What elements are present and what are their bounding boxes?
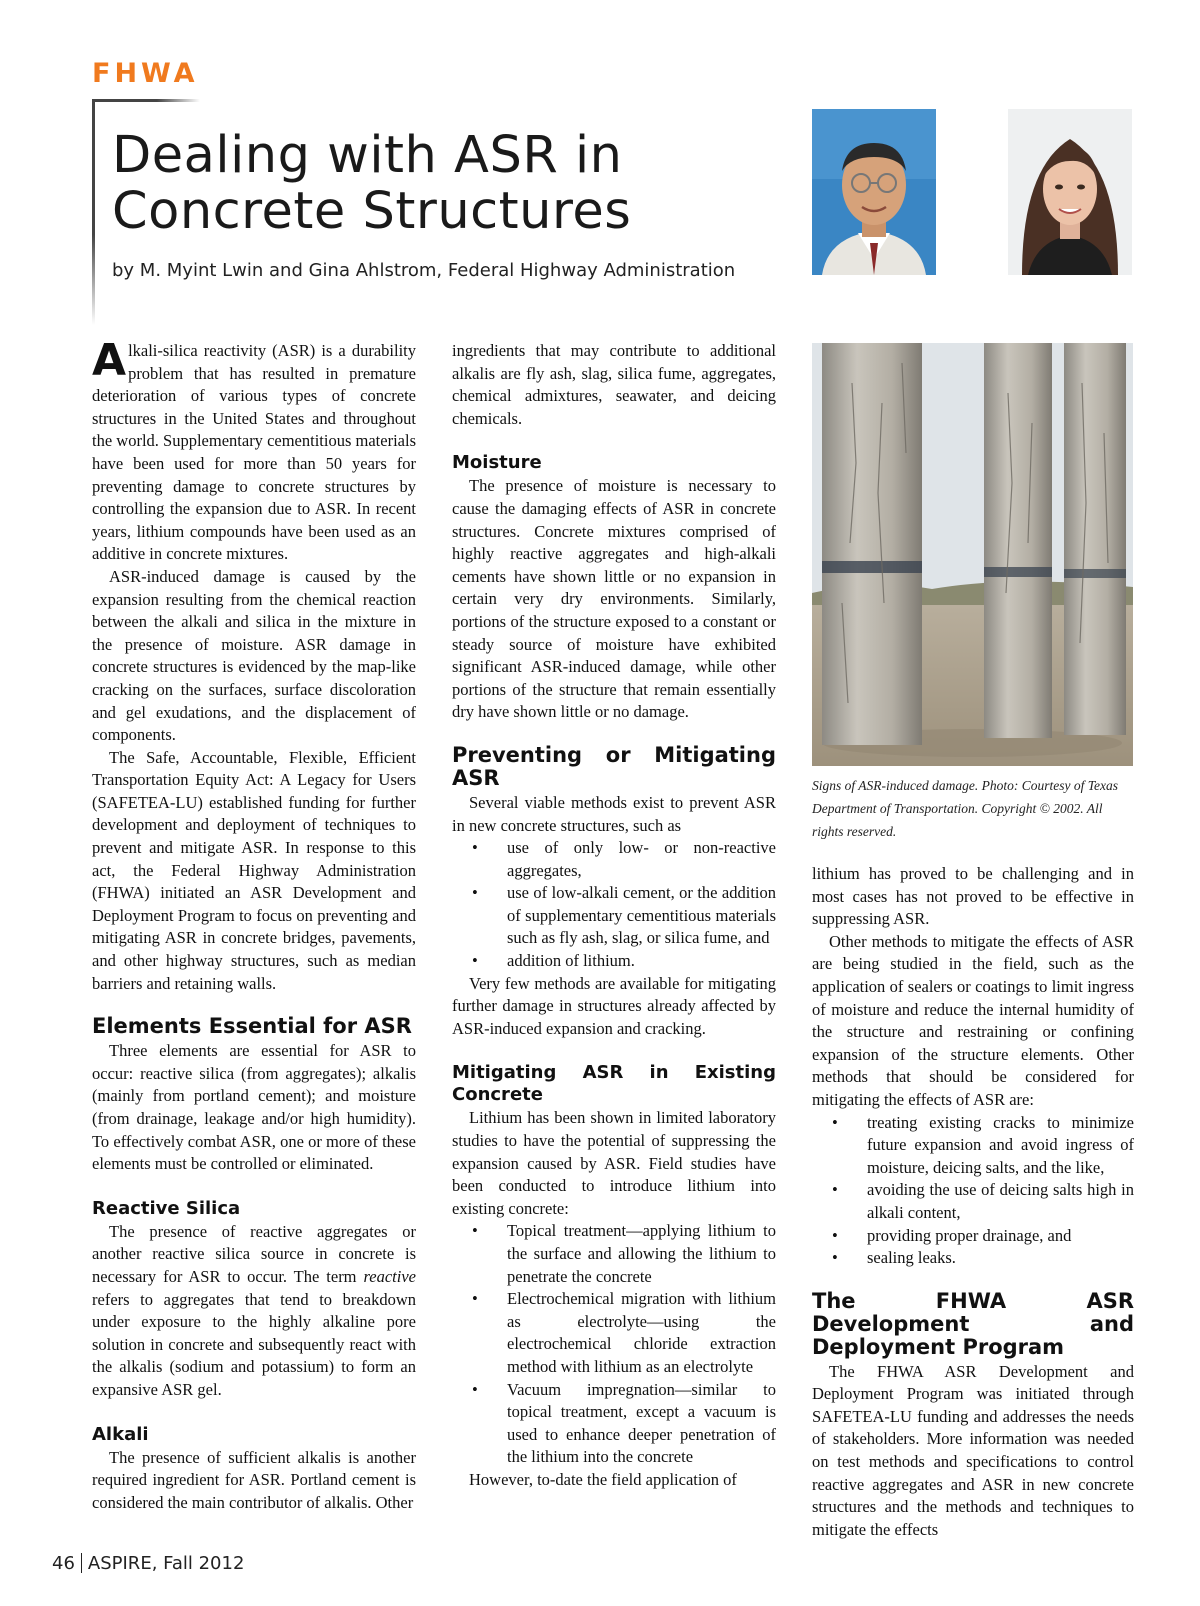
elements-paragraph: Three elements are essential for ASR to occur: reactive silica (from aggregates); alkalis (mainly from portland cement); and moisture (from drainage, leakage and/or high humidity). To effectively combat ASR, one or more of these elements must be controlled or eliminated. — [92, 1041, 416, 1174]
list-item: • treating existing cracks to minimize future expansion and avoid ingress of moisture, deicing salts, and the like, — [867, 1112, 1134, 1180]
headshot-illustration — [812, 109, 936, 275]
mitigating-paragraph-2: However, to-date the field application of — [469, 1469, 737, 1489]
heading-elements-essential: Elements Essential for ASR — [92, 1014, 412, 1039]
drop-cap: A — [92, 335, 127, 386]
title-bracket-divider — [92, 99, 95, 325]
mitigating-paragraph: Lithium has been shown in limited laboratory studies to have the potential of suppressing the expansion caused by ASR. Field studies have been conducted to introduce lithium into existing concrete: — [452, 1108, 776, 1218]
moisture-paragraph: The presence of moisture is necessary to cause the damaging effects of ASR in concrete structures. Concrete mixtures comprised of highly reactive aggregates and high-alkali cements have shown little or no expansion in certain very dry environments. Similarly, portions of the structure exposed to a constant or steady source of moisture have exhibited significant ASR-induced damage, while other portions of the structure that remain essentially dry have shown little or no damage. — [452, 476, 776, 722]
heading-preventing-mitigating: Preventing or Mitigating ASR — [452, 742, 776, 790]
article-title: Dealing with ASR in Concrete Structures — [112, 126, 632, 241]
list-item: • Vacuum impregnation—similar to topical treatment, except a vacuum is used to enhance deeper penetration of the lithium into the concrete — [507, 1379, 776, 1469]
other-methods-paragraph: Other methods to mitigate the effects of ASR are being studied in the field, such as the application of sealers or coatings to limit ingress of moisture and reduce the internal humidity of the structure and restraining or confining expansion of the structure elements. Other methods that should be considered for mitigating the effects of ASR are: — [812, 931, 1134, 1109]
list-item: • avoiding the use of deicing salts high in alkali content, — [867, 1179, 1134, 1224]
author-photo-ahlstrom — [1008, 109, 1132, 275]
headshot-illustration — [1008, 109, 1132, 275]
program-paragraph: The FHWA ASR Development and Deployment Program was initiated through SAFETEA-LU funding and addresses the needs of stakeholders. More information was needed on test methods and specifications to control reactive aggregates and ASR in new concrete structures and the methods and techniques to mitigate the effects — [812, 1361, 1134, 1539]
preventing-list — [452, 837, 776, 973]
heading-moisture: Moisture — [452, 452, 542, 474]
list-item: • use of low-alkali cement, or the addition of supplementary cementitious materials such as fly ash, slag, or silica fume, and — [507, 882, 776, 950]
byline: by M. Myint Lwin and Gina Ahlstrom, Federal Highway Administration — [112, 260, 736, 281]
article-column-2 — [452, 340, 776, 1492]
silica-paragraph: The presence of reactive aggregates or another reactive silica source in concrete is necessary for ASR to occur. The term reactive refers to aggregates that tend to breakdown under exposure to the highly alkaline pore solution in concrete and subsequently react with the alkalis (sodium and potassium) to form an expansive ASR gel. — [92, 1221, 416, 1399]
article-column-3 — [812, 863, 1134, 1541]
preventing-paragraph: Several viable methods exist to prevent ASR in new concrete structures, such as — [452, 792, 776, 835]
page-footer — [52, 1553, 244, 1574]
intro-paragraph-2: ASR-induced damage is caused by the expansion resulting from the chemical reaction between the alkali and silica in the mixture in the presence of moisture. ASR damage in concrete structures is evidenced by the map-like cracking on the surfaces, surface discoloration and gel exudations, and the displacement of components. — [92, 566, 416, 745]
preventing-paragraph-2: Very few methods are available for mitigating further damage in structures already affected by ASR-induced expansion and cracking. — [452, 973, 776, 1038]
list-item: • Electrochemical migration with lithium as electrolyte—using the electrochemical chloride extraction method with lithium as an electrolyte — [507, 1288, 776, 1378]
mitigating-list — [452, 1220, 776, 1469]
footer-divider — [81, 1553, 82, 1573]
alkali-paragraph-continued: ingredients that may contribute to additional alkalis are fly ash, slag, silica fume, aggregates, chemical admixtures, seawater, and deicing chemicals. — [452, 341, 776, 428]
article-column-1 — [92, 335, 416, 1514]
publication-name: ASPIRE, Fall 2012 — [87, 1553, 245, 1574]
intro-paragraph-3: The Safe, Accountable, Flexible, Efficient Transportation Equity Act: A Legacy for Users (SAFETEA-LU) established funding for further development and deployment of techniques to prevent and mitigate ASR. In response to this act, the Federal Highway Administration (FHWA) initiated an ASR Development and Deployment Program to focus on preventing and mitigating ASR in concrete bridges, pavements, and other highway structures, such as median barriers and retaining walls. — [92, 747, 416, 993]
concrete-columns-illustration — [812, 343, 1133, 766]
heading-alkali: Alkali — [92, 1423, 149, 1445]
heading-fhwa-program: The FHWA ASR Development and Deployment Program — [812, 1288, 1134, 1359]
title-bracket-divider-top — [92, 99, 200, 102]
other-methods-list — [812, 1112, 1134, 1270]
list-item: • sealing leaks. — [867, 1247, 1134, 1270]
list-item: • addition of lithium. — [507, 950, 776, 973]
alkali-paragraph: The presence of sufficient alkalis is another required ingredient for ASR. Portland cement is considered the main contributor of alkalis. Other — [92, 1447, 416, 1512]
page-number: 46 — [52, 1553, 75, 1574]
photo-caption: Signs of ASR-induced damage. Photo: Courtesy of Texas Department of Transportation. Copyright © 2002. All rights reserved. — [812, 778, 1118, 839]
heading-reactive-silica: Reactive Silica — [92, 1197, 241, 1219]
intro-paragraph-1: Alkali-silica reactivity (ASR) is a durability problem that has resulted in premature deterioration of various types of concrete structures in the United States and throughout the world. Supplementary cementitious materials have been used for more than 50 years for preventing damage to concrete structures by controlling the expansion due to ASR. In recent years, lithium compounds have been used as an additive in concrete mixtures. — [92, 335, 416, 564]
list-item: • providing proper drainage, and — [867, 1225, 1134, 1248]
list-item: • use of only low- or non-reactive aggregates, — [507, 837, 776, 882]
mitigating-paragraph-continued: lithium has proved to be challenging and in most cases has not proved to be effective in suppressing ASR. — [812, 864, 1134, 929]
list-item: • Topical treatment—applying lithium to the surface and allowing the lithium to penetrate the concrete — [507, 1220, 776, 1288]
section-label: FHWA — [92, 58, 199, 89]
asr-damage-photo — [812, 343, 1133, 766]
heading-mitigating-existing: Mitigating ASR in Existing Concrete — [452, 1062, 776, 1106]
author-photo-lwin — [812, 109, 936, 275]
